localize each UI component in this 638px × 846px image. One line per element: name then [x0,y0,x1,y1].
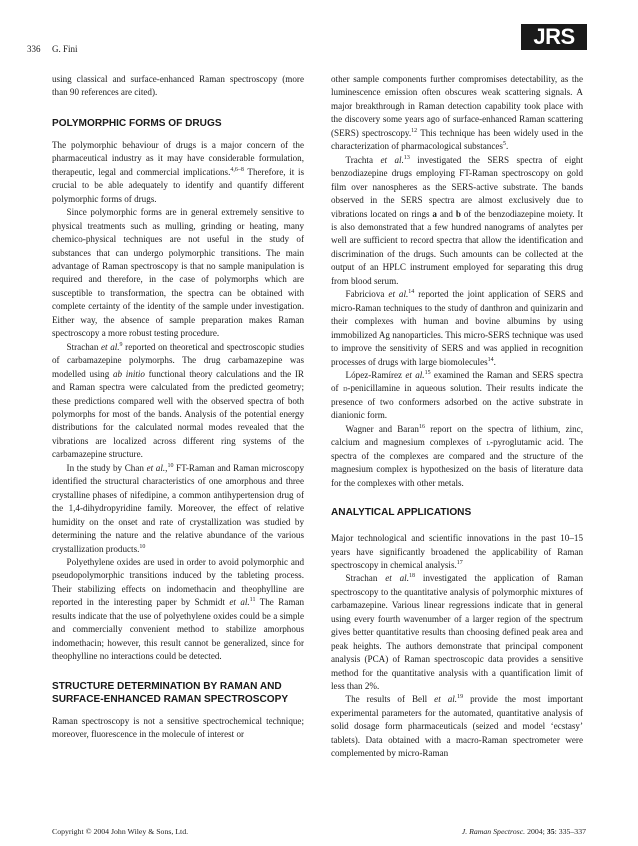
section-heading-structure-determination: STRUCTURE DETERMINATION BY RAMAN AND SURFACE-ENHANCED RAMAN SPECTROSCOPY [52,680,289,705]
section-heading-analytical-applications: ANALYTICAL APPLICATIONS [331,507,472,519]
paragraph: Trachta et al.$^{13}$ investigated the SERS spectra of eight benzodiazepine drugs employing FT-Raman spectroscopy on gold film over nanospheres as the SERS-active substrate. The bands observed in the SERS spectra are almost exclusively due to vibrations located on rings a and b of the benzodiazepine moiety. It is also demonstrated that a few hundred nanograms of analytes per well are sufficient to record spectra that allow the identification and discrimination of the drugs. Such amounts can be collected at the output of an HPLC instrument employed for separating this drug from blood serum. [331,154,583,286]
journal-logo: JRS [521,24,587,50]
paragraph: López-Ramírez et al.$^{15}$ examined the Raman and SERS spectra of d-penicillamine in aqueous solution. Their results indicate the presence of two conformers adsorbed on the active substrate in dianionic form. [331,369,583,421]
paragraph: Since polymorphic forms are in general extremely sensitive to physical treatments such as mulling, grinding or heating, many chemico-physical techniques are not useful in the study of substances that can undergo polymorphic transitions. The main advantage of Raman spectroscopy is that no sample manipulation is required and therefore, in the case of polymorphs which are susceptible to transformation, the spectra can be obtained with complete certainty of the identity of the sample under investigation. Either way, the absence of sample preparation makes Raman spectroscopy a more robust testing procedure. [52,207,304,339]
paragraph: In the study by Chan et al.,$^{10}$ FT-Raman and Raman microscopy identified the structural characteristics of one amorphous and three crystalline phases of nifedipine, a common antihypertension drug of the 1,4-dihydropyridine family. Moreover, the effect of relative humidity on the onset and rate of crystallization was studied by determining the nature and the relative abundance of the various crystallization products.$^{10}$ [52,462,304,554]
section-heading-polymorphic-forms: POLYMORPHIC FORMS OF DRUGS [52,117,222,129]
paragraph: The polymorphic behaviour of drugs is a major concern of the pharmaceutical industry as it may have considerable formulation, therapeutic, legal and commercial implications.$^{4,6-8}$ Therefore, it is crucial to be able adequately to identify and quantify different polymorphic forms of drugs. [52,139,305,204]
paragraph: Raman spectroscopy is not a sensitive spectrochemical technique; moreover, fluorescence in the molecule of interest or [52,715,304,740]
right-column [331,73,583,761]
left-column [52,73,304,741]
paragraph: Strachan et al.$^{18}$ investigated the application of Raman spectroscopy to the quantitative analysis of polymorphic mixtures of carbamazepine. Various linear regressions indicate that in general using every fourth wavenumber of a larger region of the spectrum gives better quantitative results than choosing defined peak area and peak heights. The authors demonstrate that principal component analysis (PCA) of Raman spectroscopic data provides a sensitive method for the quantitative analysis with a quantification limit of less than 2%. [331,573,584,692]
paragraph: using classical and surface-enhanced Raman spectroscopy (more than 90 references are cited). [52,74,304,98]
paragraph: other sample components further compromises detectability, as the luminescence emission often obscures weak scattering signals. A major breakthrough in Raman detection capability took place with the discovery some years ago of surface-enhanced Raman scattering (SERS) spectroscopy.$^{12}$ This technique has been widely used in the characterization of pharmacological substances$^5$. [331,74,583,152]
paragraph: Polyethylene oxides are used in order to avoid polymorphic and pseudopolymorphic transitions induced by the tableting process. Their stabilizing effects on indomethacin and theophylline are reported in the interesting paper by Schmidt et al.$^{11}$ The Raman results indicate that the use of polyethylene oxides could be a simple and commercially convenient method to stabilize amorphous indomethacin; however, this result cannot be generalized, since for theophylline no interactions could be detected. [52,556,305,662]
paragraph: Strachan et al.$^9$ reported on theoretical and spectroscopic studies of carbamazepine polymorphs. The drug carbamazepine was modelled using ab initio functional theory calculations and the IR and Raman spectra were calculated from the predicted geometry; these predictions compared well with the observed spectra of both polymorphs for most of the bands. Analysis of the potential energy distributions for the calculated normal modes revealed that the vibrations are localized across different ring systems of the carbamazepine structure. [52,341,304,460]
footer-citation: J. Raman Spectrosc. 2004; 35: 335–337 [461,827,586,836]
running-head-author: G. Fini [52,44,78,54]
paragraph: Wagner and Baran$^{16}$ report on the spectra of lithium, zinc, calcium and magnesium complexes of l-pyroglutamic acid. The spectra of the complexes are compared and the structure of the magnesium complex is hypothesized on the basis of literature data for the complexes with other metals. [331,423,583,488]
page-number: 336 [27,44,41,54]
paragraph: Major technological and scientific innovations in the past 10–15 years have significantly broadened the applicability of Raman spectroscopy in chemical analysis.$^{17}$ [331,533,583,570]
footer-copyright: Copyright © 2004 John Wiley & Sons, Ltd. [52,827,189,836]
paragraph: The results of Bell et al.$^{19}$ provide the most important experimental parameters for the automated, quantitative analysis of solid dosage form pharmaceuticals (seized and model ‘ecstasy’ tablets). Data obtained with a macro-Raman spectrometer were complemented by micro-Raman [331,694,583,759]
paragraph: Fabriciova et al.$^{14}$ reported the joint application of SERS and micro-Raman techniques to the study of danthron and quinizarin and their complexes with human and bovine albumins by using immobilized Ag nanoparticles. This micro-SERS technique was used to improve the sensitivity of SERS and was applied in recognition processes of drugs with large biomolecules$^{14}$. [331,289,583,367]
